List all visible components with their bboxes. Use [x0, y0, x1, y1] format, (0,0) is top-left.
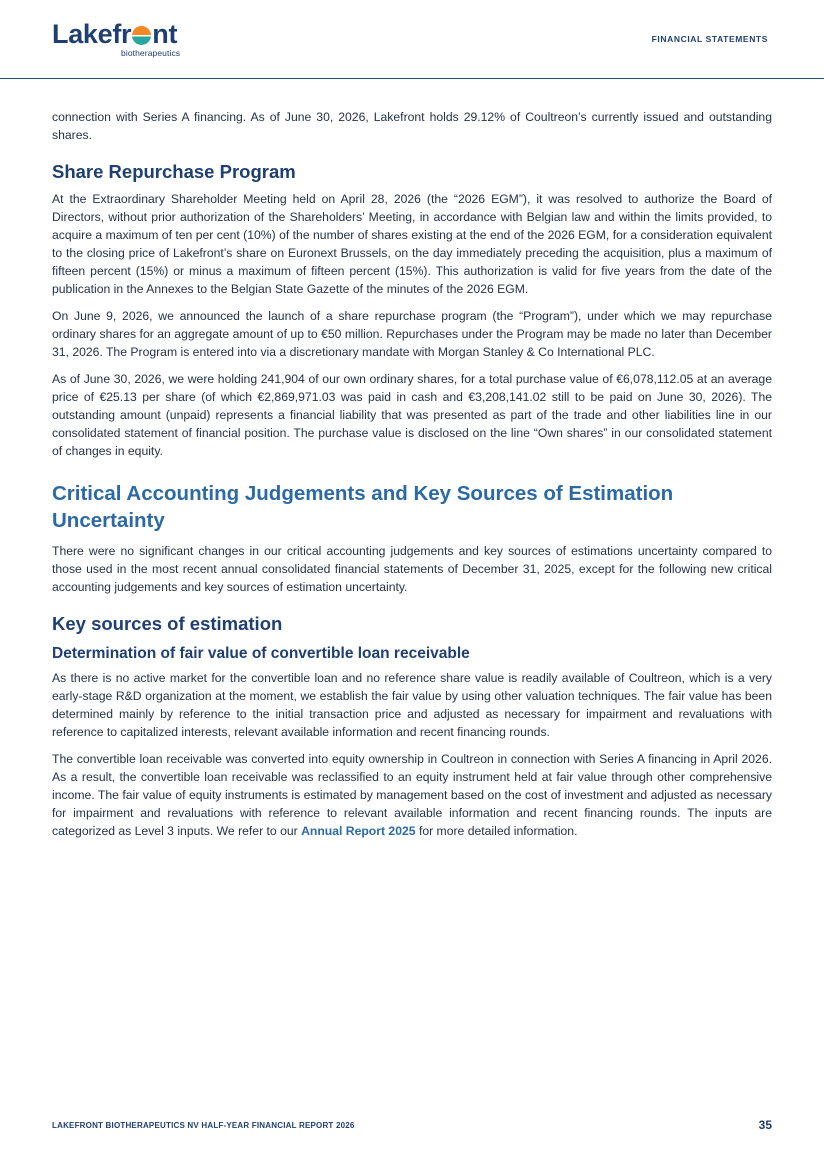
share-paragraph-3: As of June 30, 2026, we were holding 241,904 of our own ordinary shares, for a total purchase value of €6,078,112.05 at an average price of €25.13 per share (of which €2,869,971.03 was paid in cash and €3,208,141.02 still to be paid on June 30, 2026). The outstanding amount (unpaid) represents a financial liability that was presented as part of the trade and other liabilities line in our consolidated statement of financial position. The purchase value is disclosed on the line “Own shares” in our consolidated statement of changes in equity.: [52, 372, 772, 458]
footer-report-title: LAKEFRONT BIOTHERAPEUTICS NV HALF-YEAR FINANCIAL REPORT 2026: [52, 1121, 355, 1130]
company-logo: [52, 18, 192, 60]
section-title: FINANCIAL STATEMENTS: [651, 34, 768, 44]
fair-value-paragraph-1: As there is no active market for the convertible loan and no reference share value is readily available of Coultreon, which is a very early-stage R&D organization at the moment, we establish the fair value by using other valuation techniques. The fair value has been determined mainly by reference to the initial transaction price and adjusted as necessary for impairment and revaluations with reference to capitalized interests, relevant available information and recent financing rounds.: [52, 671, 772, 739]
critical-paragraph: There were no significant changes in our critical accounting judgements and key sources of estimations uncertainty compared to those used in the most recent annual consolidated financial statements of December 31, 2025, except for the following new critical accounting judgements and key sources of estimation uncertainty.: [52, 544, 772, 594]
heading-fair-value: Determination of fair value of convertible loan receivable: [52, 645, 470, 662]
share-paragraph-1: At the Extraordinary Shareholder Meeting held on April 28, 2026 (the “2026 EGM”), it was resolved to authorize the Board of Directors, without prior authorization of the Shareholders’ Meeting, in accordance with Belgian law and within the limits provided, to acquire a maximum of ten per cent (10%) of the number of shares existing at the end of the 2026 EGM, for a consideration equivalent to the closing price of Lakefront’s share on Euronext Brussels, on the day immediately preceding the acquisition, plus a maximum of fifteen percent (15%) or minus a maximum of fifteen percent (15%). This authorization is valid for five years from the date of the publication in the Annexes to the Belgian State Gazette of the minutes of the 2026 EGM.: [52, 192, 772, 296]
heading-key-sources: Key sources of estimation: [52, 613, 283, 634]
annual-report-link[interactable]: Annual Report 2025: [301, 824, 416, 838]
heading-share-repurchase: Share Repurchase Program: [52, 161, 296, 182]
heading-critical-accounting: Critical Accounting Judgements and Key Sources of Estimation Uncertainty: [52, 482, 674, 532]
logo-tagline: biotherapeutics: [121, 48, 181, 58]
fair-value-paragraph-2: The convertible loan receivable was converted into equity ownership in Coultreon in connection with Series A financing in April 2026. As a result, the convertible loan receivable was reclassified to an equity instrument held at fair value through other comprehensive income. The fair value of equity instruments is estimated by management based on the cost of investment and adjusted as necessary for impairment and revaluations with reference to relevant available information and recent financing rounds. The inputs are categorized as Level 3 inputs. We refer to our Annual Report 2025 for more detailed information.: [52, 752, 772, 838]
logo-globe-icon: [132, 26, 151, 45]
intro-paragraph: connection with Series A financing. As of June 30, 2026, Lakefront holds 29.12% of Coultreon’s currently issued and outstanding shares.: [52, 110, 772, 142]
page-content: [52, 108, 772, 849]
page-header: [0, 0, 824, 79]
page-number: 35: [758, 1118, 772, 1132]
logo-wordmark: Lakefr nt: [52, 19, 178, 49]
share-paragraph-2: On June 9, 2026, we announced the launch of a share repurchase program (the “Program”), under which we may repurchase ordinary shares for an aggregate amount of up to €50 million. Repurchases under the Program may be made no later than December 31, 2026. The Program is entered into via a discretionary mandate with Morgan Stanley & Co International PLC.: [52, 309, 772, 359]
